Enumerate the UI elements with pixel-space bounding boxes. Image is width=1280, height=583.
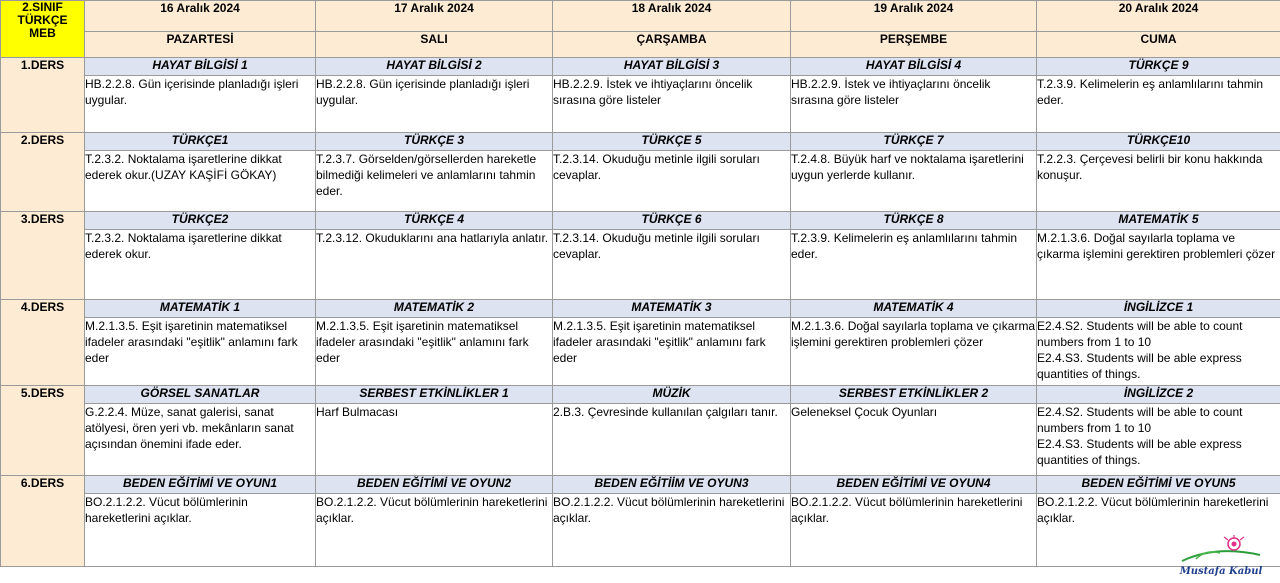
lesson-4-label: 4.DERS — [1, 300, 85, 386]
flower-logo-icon — [1176, 535, 1266, 565]
objective-cell: HB.2.2.9. İstek ve ihtiyaçlarını öncelik sırasına göre listeler — [553, 76, 791, 133]
objective-cell: HB.2.2.8. Gün içerisinde planladığı işleri uygular. — [85, 76, 316, 133]
subject-cell: TÜRKÇE 9 — [1037, 58, 1280, 76]
subject-cell: TÜRKÇE 8 — [791, 212, 1037, 230]
objective-cell: M.2.1.3.5. Eşit işaretinin matematiksel ifadeler arasındaki "eşitlik" anlamını fark eder — [85, 318, 316, 386]
subject-cell: SERBEST ETKİNLİKLER 2 — [791, 386, 1037, 404]
objective-cell: T.2.3.2. Noktalama işaretlerine dikkat ederek okur.(UZAY KAŞİFİ GÖKAY) — [85, 151, 316, 212]
objective-cell: BO.2.1.2.2. Vücut bölümlerinin hareketlerini açıklar. — [1037, 494, 1280, 567]
objective-cell: G.2.2.4. Müze, sanat galerisi, sanat atölyesi, ören yeri vb. mekânların sanat açısından önemini ifade eder. — [85, 404, 316, 476]
class-label-line1: 2.SINIF — [22, 0, 63, 14]
objective-cell: M.2.1.3.6. Doğal sayılarla toplama ve çıkarma işlemini gerektiren problemleri çözer — [1037, 230, 1280, 300]
date-tuesday: 17 Aralık 2024 — [316, 1, 553, 32]
lesson-6-label: 6.DERS — [1, 476, 85, 567]
objective-cell: T.2.3.14. Okuduğu metinle ilgili soruları cevaplar. — [553, 151, 791, 212]
subject-cell: HAYAT BİLGİSİ 1 — [85, 58, 316, 76]
subject-cell: MATEMATİK 5 — [1037, 212, 1280, 230]
objective-cell: HB.2.2.9. İstek ve ihtiyaçlarını öncelik sırasına göre listeler — [791, 76, 1037, 133]
class-label-line3: MEB — [29, 26, 56, 40]
objective-cell: HB.2.2.8. Gün içerisinde planladığı işleri uygular. — [316, 76, 553, 133]
subject-cell: HAYAT BİLGİSİ 4 — [791, 58, 1037, 76]
objective-line: E2.4.S3. Students will be able express quantities of things. — [1037, 437, 1242, 467]
objective-line: E2.4.S2. Students will be able to count numbers from 1 to 10 — [1037, 405, 1243, 435]
subject-cell: TÜRKÇE 3 — [316, 133, 553, 151]
date-wednesday: 18 Aralık 2024 — [553, 1, 791, 32]
author-logo — [1176, 535, 1266, 577]
objective-cell: Harf Bulmacası — [316, 404, 553, 476]
subject-cell: TÜRKÇE2 — [85, 212, 316, 230]
objective-cell — [1037, 404, 1280, 476]
author-logo-text: Mustafa Kabul — [1179, 566, 1263, 577]
subject-cell: SERBEST ETKİNLİKLER 1 — [316, 386, 553, 404]
objective-cell: T.2.3.7. Görselden/görsellerden hareketle bilmediği kelimeleri ve anlamlarını tahmin eder. — [316, 151, 553, 212]
objective-line: E2.4.S3. Students will be able express quantities of things. — [1037, 351, 1242, 381]
day-thursday: PERŞEMBE — [791, 32, 1037, 58]
subject-cell: MATEMATİK 3 — [553, 300, 791, 318]
lesson-1-label: 1.DERS — [1, 58, 85, 133]
objective-cell — [1037, 318, 1280, 386]
objective-cell: T.2.4.8. Büyük harf ve noktalama işaretlerini uygun yerlerde kullanır. — [791, 151, 1037, 212]
subject-cell: BEDEN EĞİTİMİ VE OYUN4 — [791, 476, 1037, 494]
lesson-2-label: 2.DERS — [1, 133, 85, 212]
objective-cell: T.2.3.9. Kelimelerin eş anlamlılarını tahmin eder. — [1037, 76, 1280, 133]
subject-cell: BEDEN EĞİTİMİ VE OYUN2 — [316, 476, 553, 494]
subject-cell: BEDEN EĞİTİİM VE OYUN3 — [553, 476, 791, 494]
subject-cell: HAYAT BİLGİSİ 2 — [316, 58, 553, 76]
subject-cell: MATEMATİK 4 — [791, 300, 1037, 318]
objective-cell: M.2.1.3.6. Doğal sayılarla toplama ve çıkarma işlemini gerektiren problemleri çözer — [791, 318, 1037, 386]
subject-cell: GÖRSEL SANATLAR — [85, 386, 316, 404]
objective-cell: BO.2.1.2.2. Vücut bölümlerinin hareketlerini açıklar. — [791, 494, 1037, 567]
objective-cell: M.2.1.3.5. Eşit işaretinin matematiksel ifadeler arasındaki "eşitlik" anlamını fark eder — [316, 318, 553, 386]
objective-line: E2.4.S2. Students will be able to count numbers from 1 to 10 — [1037, 319, 1243, 349]
subject-cell: TÜRKÇE 7 — [791, 133, 1037, 151]
subject-cell: BEDEN EĞİTİMİ VE OYUN5 — [1037, 476, 1280, 494]
objective-cell: BO.2.1.2.2. Vücut bölümlerinin hareketlerini açıklar. — [553, 494, 791, 567]
objective-cell: 2.B.3. Çevresinde kullanılan çalgıları tanır. — [553, 404, 791, 476]
subject-cell: TÜRKÇE1 — [85, 133, 316, 151]
objective-cell: T.2.3.2. Noktalama işaretlerine dikkat ederek okur. — [85, 230, 316, 300]
objective-cell: T.2.3.12. Okuduklarını ana hatlarıyla anlatır. — [316, 230, 553, 300]
day-monday: PAZARTESİ — [85, 32, 316, 58]
day-tuesday: SALI — [316, 32, 553, 58]
subject-cell: TÜRKÇE 6 — [553, 212, 791, 230]
objective-cell: BO.2.1.2.2. Vücut bölümlerinin hareketlerini açıklar. — [85, 494, 316, 567]
subject-cell: TÜRKÇE10 — [1037, 133, 1280, 151]
subject-cell: TÜRKÇE 4 — [316, 212, 553, 230]
date-thursday: 19 Aralık 2024 — [791, 1, 1037, 32]
subject-cell: İNGİLİZCE 1 — [1037, 300, 1280, 318]
subject-cell: MÜZİK — [553, 386, 791, 404]
objective-cell: T.2.2.3. Çerçevesi belirli bir konu hakkında konuşur. — [1037, 151, 1280, 212]
date-friday: 20 Aralık 2024 — [1037, 1, 1280, 32]
subject-cell: TÜRKÇE 5 — [553, 133, 791, 151]
class-label — [1, 1, 85, 58]
subject-cell: HAYAT BİLGİSİ 3 — [553, 58, 791, 76]
subject-cell: MATEMATİK 2 — [316, 300, 553, 318]
day-friday: CUMA — [1037, 32, 1280, 58]
objective-cell: T.2.3.9. Kelimelerin eş anlamlılarını tahmin eder. — [791, 230, 1037, 300]
day-wednesday: ÇARŞAMBA — [553, 32, 791, 58]
lesson-5-label: 5.DERS — [1, 386, 85, 476]
date-monday: 16 Aralık 2024 — [85, 1, 316, 32]
objective-cell: BO.2.1.2.2. Vücut bölümlerinin hareketlerini açıklar. — [316, 494, 553, 567]
subject-cell: BEDEN EĞİTİMİ VE OYUN1 — [85, 476, 316, 494]
objective-cell: T.2.3.14. Okuduğu metinle ilgili soruları cevaplar. — [553, 230, 791, 300]
subject-cell: İNGİLİZCE 2 — [1037, 386, 1280, 404]
lesson-3-label: 3.DERS — [1, 212, 85, 300]
class-label-line2: TÜRKÇE — [17, 13, 68, 27]
objective-cell: Geleneksel Çocuk Oyunları — [791, 404, 1037, 476]
objective-cell: M.2.1.3.5. Eşit işaretinin matematiksel ifadeler arasındaki "eşitlik" anlamını fark eder — [553, 318, 791, 386]
subject-cell: MATEMATİK 1 — [85, 300, 316, 318]
